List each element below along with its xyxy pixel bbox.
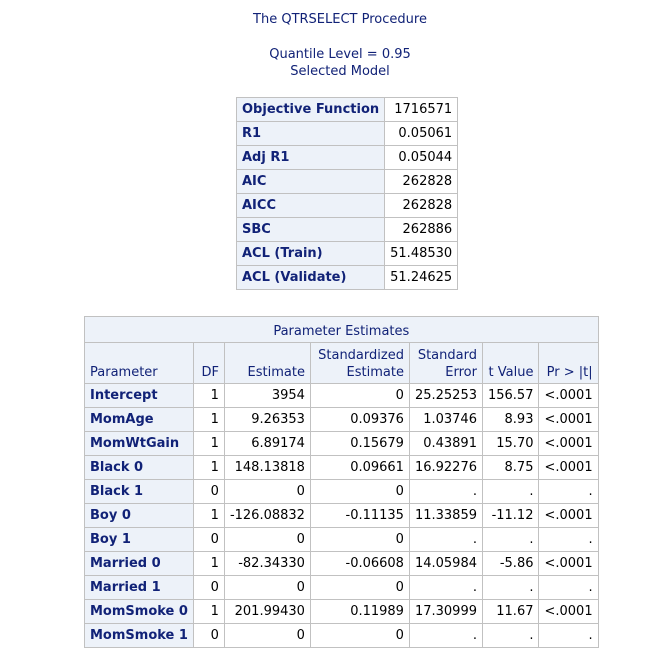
p-value-cell: <.0001 [539,456,598,480]
header-std-est-line2: Estimate [346,365,404,380]
estimate-cell: -82.34330 [224,552,310,576]
fit-stat-label: AIC [237,170,385,194]
header-estimate: Estimate [224,343,310,384]
selected-model-heading: Selected Model [290,64,390,79]
param-name-cell: Black 1 [85,480,194,504]
estimate-cell: 0 [224,576,310,600]
fit-stat-label: Objective Function [237,98,385,122]
header-std-est-line1: Standardized [318,348,404,363]
p-value-cell: <.0001 [539,384,598,408]
p-value-cell: <.0001 [539,552,598,576]
std-error-cell: 11.33859 [409,504,482,528]
fit-stat-label: ACL (Validate) [237,266,385,290]
t-value-cell: . [482,576,539,600]
table-row [85,528,599,552]
table-row [85,504,599,528]
std-error-cell: . [409,576,482,600]
t-value-cell: 8.75 [482,456,539,480]
fit-stat-row [237,218,458,242]
std-estimate-cell: -0.06608 [310,552,409,576]
fit-stat-value: 0.05061 [385,122,458,146]
df-cell: 1 [193,552,224,576]
table-row [85,600,599,624]
fit-stat-label: Adj R1 [237,146,385,170]
t-value-cell: -11.12 [482,504,539,528]
p-value-cell: . [539,528,598,552]
fit-stat-row [237,146,458,170]
param-name-cell: MomSmoke 1 [85,624,194,648]
param-name-cell: Married 0 [85,552,194,576]
std-estimate-cell: 0.11989 [310,600,409,624]
df-cell: 1 [193,384,224,408]
std-estimate-cell: 0 [310,384,409,408]
fit-stat-row [237,194,458,218]
t-value-cell: -5.86 [482,552,539,576]
fit-stat-value: 0.05044 [385,146,458,170]
std-estimate-cell: -0.11135 [310,504,409,528]
table-row [85,432,599,456]
parameter-estimates-caption: Parameter Estimates [85,317,599,343]
header-std-err-line1: Standard [417,348,477,363]
fit-stat-value: 51.24625 [385,266,458,290]
p-value-cell: <.0001 [539,600,598,624]
estimate-cell: 148.13818 [224,456,310,480]
std-estimate-cell: 0 [310,624,409,648]
header-standardized-estimate [310,343,409,384]
std-estimate-cell: 0 [310,480,409,504]
p-value-cell: <.0001 [539,504,598,528]
std-error-cell: . [409,480,482,504]
std-error-cell: 0.43891 [409,432,482,456]
header-standard-error [409,343,482,384]
fit-stat-value: 262828 [385,170,458,194]
estimate-cell: 6.89174 [224,432,310,456]
std-estimate-cell: 0.15679 [310,432,409,456]
param-name-cell: Black 0 [85,456,194,480]
df-cell: 1 [193,456,224,480]
fit-stat-value: 262828 [385,194,458,218]
header-p-value: Pr > |t| [539,343,598,384]
std-estimate-cell: 0.09376 [310,408,409,432]
fit-stat-row [237,266,458,290]
header-std-err-line2: Error [445,365,477,380]
df-cell: 1 [193,432,224,456]
fit-stat-label: SBC [237,218,385,242]
fit-stat-row [237,170,458,194]
fit-stat-row [237,242,458,266]
table-row [85,456,599,480]
fit-stat-row [237,122,458,146]
std-estimate-cell: 0 [310,528,409,552]
table-row [85,552,599,576]
std-error-cell: . [409,624,482,648]
table-row [85,408,599,432]
fit-stat-label: R1 [237,122,385,146]
std-error-cell: 1.03746 [409,408,482,432]
std-error-cell: 25.25253 [409,384,482,408]
std-error-cell: 17.30999 [409,600,482,624]
p-value-cell: . [539,480,598,504]
estimate-cell: 201.99430 [224,600,310,624]
std-error-cell: 16.92276 [409,456,482,480]
df-cell: 0 [193,624,224,648]
t-value-cell: 15.70 [482,432,539,456]
param-name-cell: Married 1 [85,576,194,600]
fit-statistics-table [236,97,458,290]
table-row [85,384,599,408]
fit-stat-label: ACL (Train) [237,242,385,266]
param-name-cell: MomAge [85,408,194,432]
t-value-cell: 11.67 [482,600,539,624]
t-value-cell: . [482,528,539,552]
estimate-cell: 9.26353 [224,408,310,432]
t-value-cell: 156.57 [482,384,539,408]
std-estimate-cell: 0.09661 [310,456,409,480]
quantile-level: Quantile Level = 0.95 [269,47,411,62]
std-error-cell: . [409,528,482,552]
fit-stat-value: 262886 [385,218,458,242]
estimate-cell: 3954 [224,384,310,408]
df-cell: 1 [193,600,224,624]
header-t-value: t Value [482,343,539,384]
df-cell: 1 [193,408,224,432]
estimate-cell: 0 [224,624,310,648]
df-cell: 0 [193,576,224,600]
p-value-cell: <.0001 [539,432,598,456]
table-row [85,480,599,504]
fit-stat-row [237,98,458,122]
t-value-cell: . [482,480,539,504]
table-row [85,624,599,648]
df-cell: 0 [193,528,224,552]
procedure-title: The QTRSELECT Procedure [253,12,427,27]
param-name-cell: Intercept [85,384,194,408]
p-value-cell: . [539,576,598,600]
param-name-cell: MomSmoke 0 [85,600,194,624]
estimate-cell: 0 [224,480,310,504]
df-cell: 0 [193,480,224,504]
param-name-cell: Boy 1 [85,528,194,552]
estimate-cell: 0 [224,528,310,552]
header-parameter: Parameter [85,343,194,384]
p-value-cell: <.0001 [539,408,598,432]
p-value-cell: . [539,624,598,648]
df-cell: 1 [193,504,224,528]
std-error-cell: 14.05984 [409,552,482,576]
fit-stat-value: 51.48530 [385,242,458,266]
fit-stat-value: 1716571 [385,98,458,122]
param-name-cell: MomWtGain [85,432,194,456]
estimate-cell: -126.08832 [224,504,310,528]
std-estimate-cell: 0 [310,576,409,600]
parameter-estimates-table [84,316,599,648]
t-value-cell: 8.93 [482,408,539,432]
table-row [85,576,599,600]
param-name-cell: Boy 0 [85,504,194,528]
fit-stat-label: AICC [237,194,385,218]
header-df: DF [193,343,224,384]
t-value-cell: . [482,624,539,648]
